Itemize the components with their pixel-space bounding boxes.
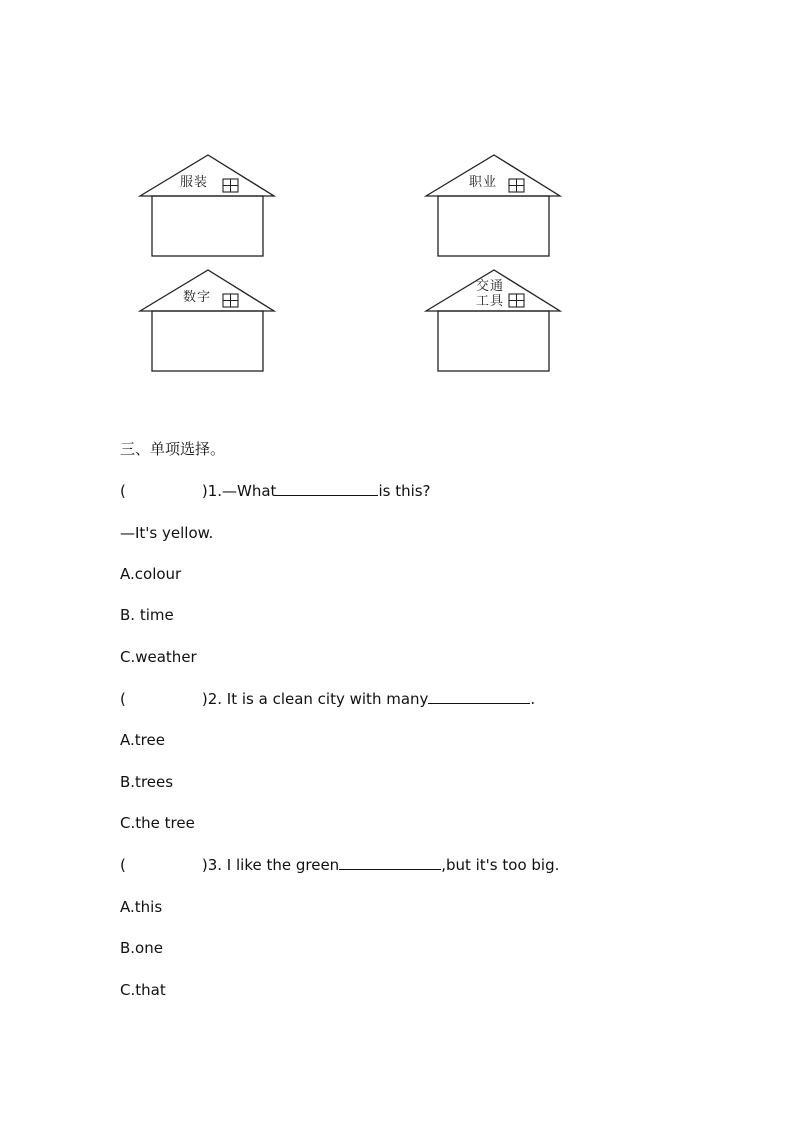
house-outline-icon — [138, 154, 278, 259]
option: A.tree — [120, 731, 165, 749]
fill-blank[interactable] — [428, 689, 530, 704]
stem-after: . — [530, 690, 536, 708]
option: B.one — [120, 939, 163, 957]
fill-blank[interactable] — [276, 481, 378, 496]
option: A.this — [120, 898, 163, 916]
house-label-line2: 工具 — [476, 294, 505, 309]
question-1-stem — [120, 481, 431, 501]
fill-blank[interactable] — [339, 855, 441, 870]
house-outline-icon — [138, 269, 278, 374]
question-3-stem — [120, 855, 559, 875]
question-1-reply: —It's yellow. — [120, 524, 214, 542]
stem-after: is this? — [378, 482, 431, 500]
option: C.the tree — [120, 814, 195, 832]
house-clothing — [138, 154, 278, 259]
section-title: 三、单项选择。 — [120, 440, 226, 458]
open-paren: ( — [120, 482, 126, 500]
open-paren: ( — [120, 690, 126, 708]
option: C.weather — [120, 648, 197, 666]
house-label: 数字 — [183, 290, 212, 305]
house-label-line1: 交通 — [476, 279, 505, 294]
stem-before: )2. It is a clean city with many — [201, 690, 429, 708]
option: C.that — [120, 981, 166, 999]
house-transport — [424, 269, 564, 374]
houses-figure — [120, 140, 590, 385]
option: A.colour — [120, 565, 182, 583]
option: B.trees — [120, 773, 174, 791]
question-2-stem — [120, 689, 535, 709]
house-label: 职业 — [469, 175, 498, 190]
stem-before: )3. I like the green — [201, 856, 340, 874]
house-numbers — [138, 269, 278, 374]
stem-before: )1.—What — [201, 482, 277, 500]
house-outline-icon — [424, 154, 564, 259]
house-label: 服装 — [180, 175, 209, 190]
stem-after: ,but it's too big. — [441, 856, 560, 874]
option: B. time — [120, 606, 174, 624]
house-occupation — [424, 154, 564, 259]
open-paren: ( — [120, 856, 126, 874]
